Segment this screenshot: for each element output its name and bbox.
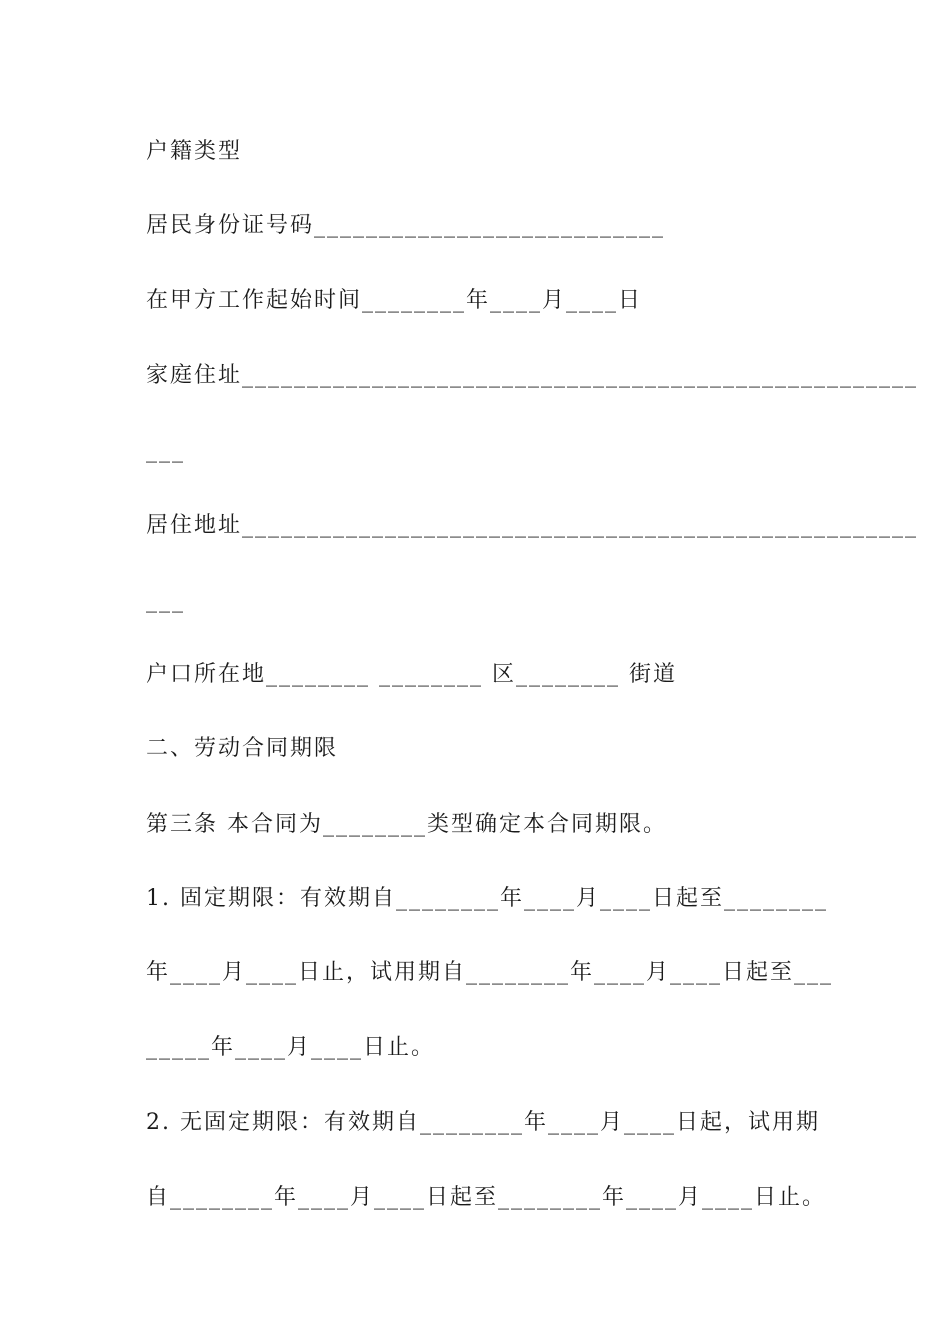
fixed-term-line-2: 年____月____日止，试用期自________年____月____日起至___ [146,960,834,985]
hukou-location-line: 户口所在地________ ________ 区________ 街道 [146,662,677,687]
residence-address-line: 居住地址____________________________________________________ [146,513,919,538]
open-term-line-1: 2. 无固定期限：有效期自________年____月____日起，试用期 [146,1110,820,1135]
fixed-term-line-1: 1. 固定期限：有效期自________年____月____日起至________ [146,886,828,911]
start-date-line: 在甲方工作起始时间________年____月____日 [146,288,643,313]
home-address-line: 家庭住址____________________________________________________ [146,363,919,388]
open-term-line-2: 自________年____月____日起至________年____月____日止。 [146,1185,827,1210]
home-address-continuation: ___ [146,438,185,463]
residence-address-continuation: ___ [146,588,185,613]
article-three-line: 第三条 本合同为________类型确定本合同期限。 [146,812,667,837]
id-number-line: 居民身份证号码___________________________ [146,213,666,238]
household-type-line: 户籍类型 [146,139,243,164]
fixed-term-line-3: _____年____月____日止。 [146,1035,436,1060]
section-heading-contract-term: 二、劳动合同期限 [146,736,339,761]
